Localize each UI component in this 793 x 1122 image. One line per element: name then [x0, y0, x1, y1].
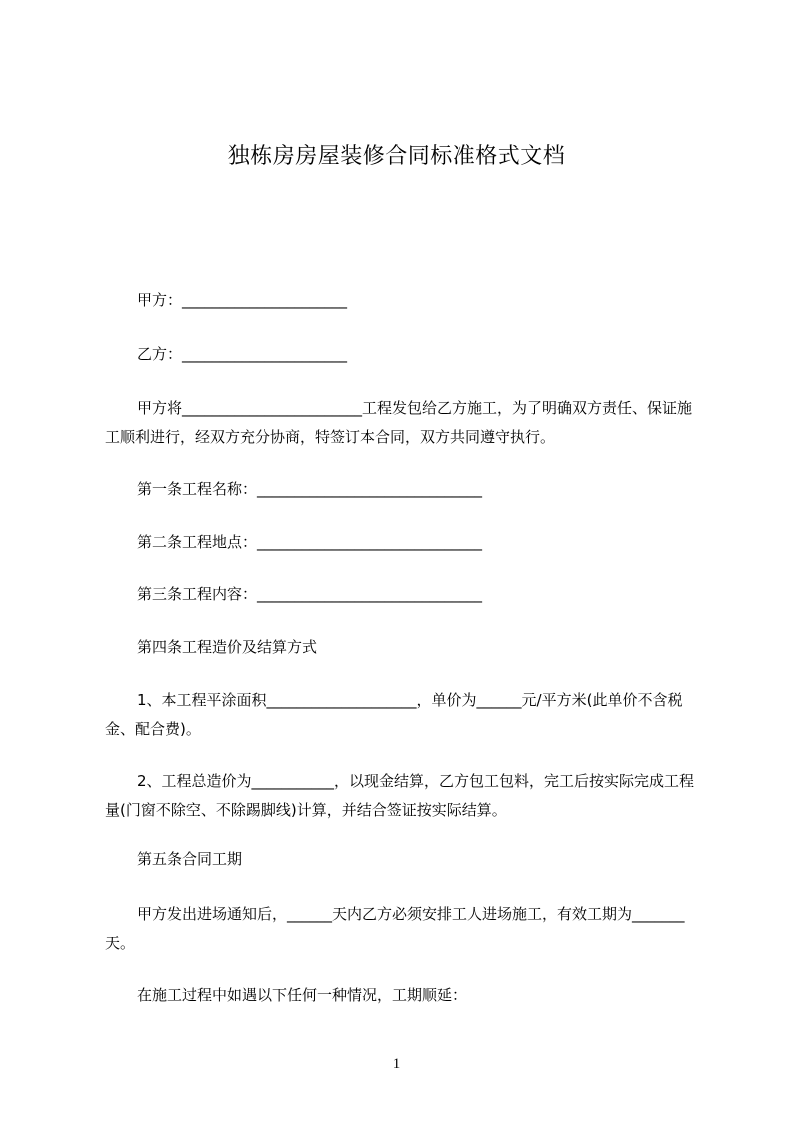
article-2-project-location: 第二条工程地点：______________________________ [137, 533, 483, 551]
article-3-project-content: 第三条工程内容：______________________________ [137, 585, 483, 603]
article-5-paragraph: 甲方发出进场通知后，______天内乙方必须安排工人进场施工，有效工期为_______天。 [105, 905, 685, 952]
article-1-project-name: 第一条工程名称：______________________________ [137, 480, 483, 498]
clause-4-2-paragraph: 2、工程总造价为___________，以现金结算，乙方包工包料，完工后按实际完成工程量(门窗不除空、不除踢脚线)计算，并结合签证按实际结算。 [105, 772, 695, 819]
article-5-heading: 第五条合同工期 [137, 850, 243, 868]
article-4-heading: 第四条工程造价及结算方式 [137, 638, 318, 656]
document-title: 独栋房房屋装修合同标准格式文档 [227, 144, 566, 169]
party-a-line: 甲方：______________________ [137, 291, 348, 309]
preamble-paragraph: 甲方将________________________工程发包给乙方施工，为了明确双方责任、保证施工顺利进行，经双方充分协商，特签订本合同，双方共同遵守执行。 [105, 399, 693, 446]
page-number: 1 [392, 1056, 401, 1072]
delay-conditions-paragraph: 在施工过程中如遇以下任何一种情况，工期顺延： [137, 986, 468, 1004]
clause-4-1-paragraph: 1、本工程平涂面积____________________，单价为______元/平方米(此单价不含税金、配合费)。 [105, 691, 683, 738]
party-b-line: 乙方：______________________ [137, 345, 348, 363]
